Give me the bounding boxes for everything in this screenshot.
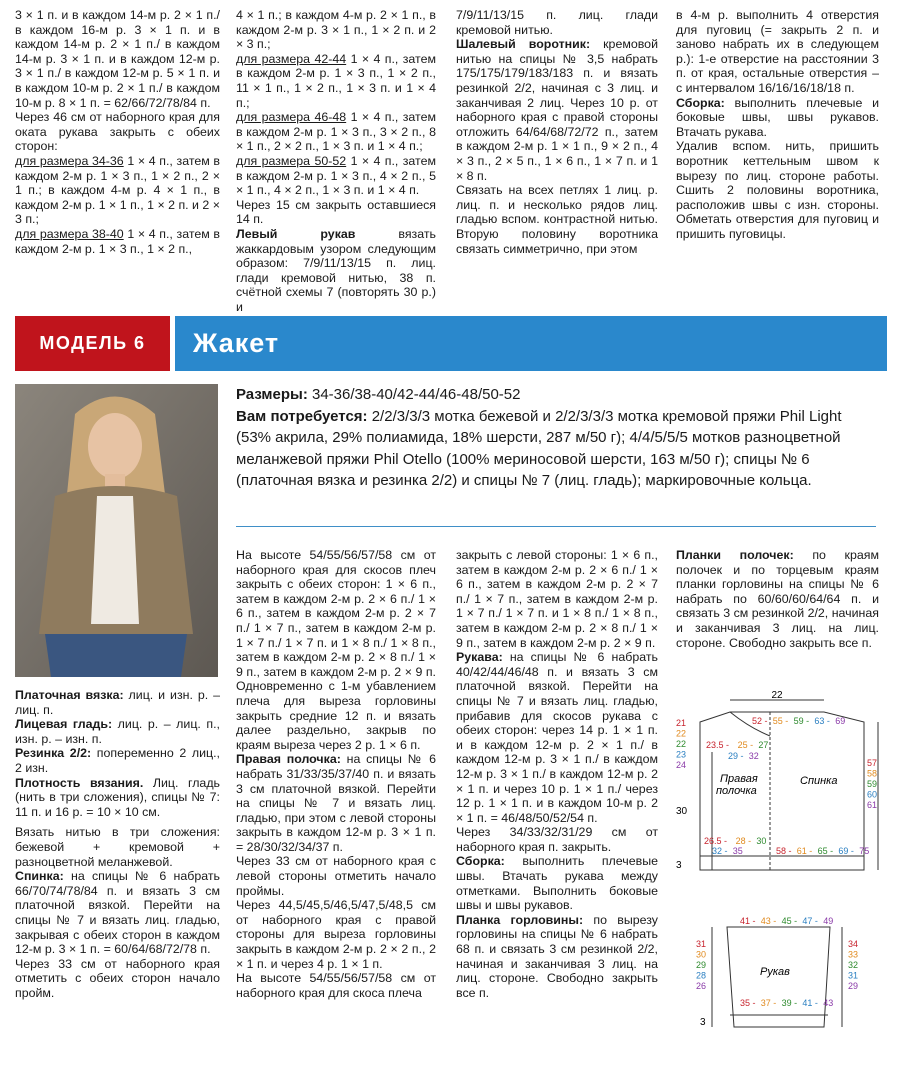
size-label: для размера 42-44 — [236, 51, 347, 66]
paragraph — [15, 154, 220, 227]
section-heading: Планки полочек: — [676, 548, 794, 562]
paragraph: Связать на всех петлях 1 лиц. р. лиц. п. и несколько рядов лиц. гладью вспом. контрастной нитью. Вторую половину воротника связать симметрично, при этом — [456, 183, 658, 256]
size-number: 41 - — [740, 916, 756, 926]
section-heading: Планка горловины: — [456, 912, 584, 927]
size-number: 59 - — [793, 716, 810, 726]
size-number: 25 - — [737, 740, 754, 750]
size-number: 59 — [867, 779, 878, 789]
term-label: Резинка 2/2: — [15, 746, 92, 761]
text: выполнить плечевые и боковые швы, швы рукавов. Втачать рукава. — [676, 95, 879, 139]
size-number: 21 — [676, 718, 687, 728]
paragraph — [236, 384, 876, 406]
size-number: 26.5 - — [704, 836, 728, 846]
size-number: 33 — [848, 949, 859, 960]
paragraph: 7/9/11/13/15 п. лиц. глади кремовой нитью. — [456, 8, 658, 37]
size-number: 45 - — [781, 916, 798, 926]
size-numbers — [676, 716, 877, 856]
size-number: 43 - — [760, 916, 777, 926]
size-number: 29 - — [728, 751, 744, 761]
paragraph — [456, 913, 658, 1001]
size-number: 34 — [848, 939, 859, 949]
paragraph: Через 33 см от наборного края с левой стороны отметить начало проймы. — [236, 854, 436, 898]
size-number: 35 — [732, 846, 743, 856]
dim-label: 30 — [676, 806, 688, 817]
size-number: 30 — [696, 949, 707, 960]
materials-label: Вам потребуется: — [236, 407, 368, 425]
section-heading: Шалевый воротник: — [456, 37, 591, 52]
size-number: 60 — [867, 789, 878, 800]
paragraph — [676, 96, 879, 140]
size-number: 43 — [823, 998, 834, 1008]
text: 1 × 4 п., затем в каждом 2-м р. 1 × 3 п., 4 × 2 п., 5 × 1 п., 4 × 2 п., 1 × 3 п. и 1 × 4 п. — [236, 153, 436, 198]
paragraph — [15, 776, 220, 820]
materials-value: 2/2/3/3/3 мотка бежевой и 2/2/3/3/3 мотка кремовой пряжи Phil Light (53% акрила, 29% полиамида, 18% шерсти, 287 м/50 г); 4/4/5/5/5 мотков разноцветной меланжевой пряжи Phil Otello (100% мериносовой шерсти, 163 м/50 г); спицы № 6 (платочная вязка и резинка 2/2) и спицы № 7 (лиц. гладь); маркировочные кольца. — [236, 407, 842, 489]
text: по вырезу горловины на спицы № 6 набрать 68 п. и связать 3 см резинкой 2/2, начиная и заканчивая 3 лиц. на лиц. стороне. Свободно закрыть все п. — [456, 912, 658, 1000]
paragraph — [236, 52, 436, 110]
text: лиц. р. – лиц. п., изн. р. – изн. п. — [15, 717, 220, 746]
section-heading: Рукава: — [456, 650, 503, 665]
paragraph: Удалив вспом. нить, пришить воротник кеттельным швом к вырезу по лиц. стороне работы. Сшить 2 половины воротника, расположив швы с изн. стороны. Обметать отверстия для пуговиц и пришить пуговицы. — [676, 139, 879, 241]
paragraph: Через 34/33/32/31/29 см от наборного края п. закрыть. — [456, 825, 658, 854]
size-number: 32 — [748, 751, 759, 761]
size-number: 30 — [756, 836, 767, 846]
paragraph — [236, 752, 436, 854]
front-label: полочка — [716, 785, 757, 797]
right-column — [456, 548, 658, 1000]
paragraph — [15, 227, 220, 256]
paragraph — [236, 154, 436, 198]
far-right-column — [676, 548, 879, 650]
text: вязать жаккардовым узором следующим образом: 7/9/11/13/15 п. лиц. глади кремовой нитью, 38 п. счётной схемы 7 (повторять 30 р.) и — [236, 226, 436, 314]
sleeve-schematic — [672, 915, 882, 1045]
paragraph — [456, 37, 658, 183]
size-number: 28 — [696, 970, 707, 981]
size-number: 47 - — [802, 916, 818, 926]
paragraph — [15, 717, 220, 746]
paragraph: Через 15 см закрыть оставшиеся 14 п. — [236, 197, 436, 227]
size-number: 69 - — [838, 846, 854, 856]
size-number: 65 - — [817, 846, 834, 856]
top-col-2 — [236, 8, 436, 314]
dim-label: 3 — [676, 860, 682, 871]
text: на спицы № 6 набрать 31/33/35/37/40 п. и вязать 3 см платочной вязкой. Перейти на спицы № 7 и вязать лиц. гладью, при этом с левой стороны закрыть в каждом 12-м р. 3 × 1 п. = 28/30/32/34/37 п. — [236, 752, 436, 854]
size-number: 28 - — [735, 836, 752, 846]
term-label: Платочная вязка: — [15, 688, 124, 702]
model-photo-illustration — [15, 384, 218, 677]
paragraph: На высоте 54/55/56/57/58 см от наборного края для скоса плеча — [236, 971, 436, 1000]
size-number: 24 — [676, 760, 687, 770]
paragraph: На высоте 54/55/56/57/58 см от наборного края для скосов плеч закрыть с обеих сторон: 1 × 6 п., затем в каждом 2-м р. 2 × 6 п./ 1 × 6 п., затем в каждом 2-м р. 2 × 7 п./ 1 × 7 п., затем в каждом 2-м р. 1 × 7 п./ 1 × 7 п. и 1 × 8 п./ 1 × 8 п., затем в каждом 2-м р. 2 × 8 п./ 1 × 9 п., затем в каждом 2-м р. 2 × 9 п. Одновременно с 1-м убавлением плеча для выреза горловины закрыть средние 12 п. и вязать далее раздельно, закрыв по краям выреза через 2 р. 1 × 6 п. — [236, 548, 436, 752]
text: Лиц. гладь (нить в три сложения), спицы № 7: 11 п. и 16 р. = 10 × 10 см. — [15, 775, 221, 819]
paragraph — [15, 869, 220, 957]
size-number: 69 — [835, 716, 846, 726]
text: 1 × 4 п., затем в каждом 2-м р. 1 × 3 п., 1 × 2 п., 2 × 1 п.; в каждом 4-м р. 4 × 1 п., в каждом 2-м р. 1 × 1 п., 1 × 2 п. и 2 × 3 п.; — [15, 153, 220, 227]
size-number: 35 - — [740, 998, 756, 1008]
paragraph — [236, 110, 436, 154]
size-number: 23 — [676, 749, 687, 760]
text: лиц. и изн. р. – лиц. п. — [15, 688, 220, 717]
text: на спицы № 6 набрать 40/42/44/46/48 п. и вязать 3 см платочной вязкой. Перейти на спицы № 7 и вязать лиц. гладью, прибавив для скосов рукава с обеих сторон: через 14 р. 1 × 1 п. и в каждом 12-м р. 2 × 1 п./ в каждом 12-м р. 3 × 1 п./ в каждом 12-м р. 3 × 1 п./ в каждом 12-м р. 2 × 1 п. и через 10 р. 1 × 1 п./ через 12 р. 1 × 1 п. и в каждом 10-м р. 2 × 1 п. = 46/48/50/52/54 п. — [456, 650, 658, 825]
sleeve-label: Рукав — [760, 966, 790, 978]
size-number: 61 - — [796, 846, 813, 856]
term-label: Плотность вязания. — [15, 775, 144, 790]
size-number: 22 — [676, 739, 687, 749]
size-number: 52 - — [752, 716, 768, 726]
body-schematic — [672, 688, 882, 888]
size-number: 63 - — [814, 716, 830, 726]
paragraph — [456, 854, 658, 912]
text: 1 × 4 п., затем в каждом 2-м р. 1 × 3 п., 1 × 2 п., 11 × 1 п., 1 × 2 п., 1 × 3 п. и 1 × 4 п.; — [236, 51, 436, 110]
size-label: для размера 46-48 — [236, 110, 347, 125]
sizes-label: Размеры: — [236, 386, 308, 403]
size-number: 29 — [696, 960, 707, 970]
size-number: 32 - — [712, 846, 728, 856]
size-number: 27 — [758, 740, 769, 750]
sizes-value: 34-36/38-40/42-44/46-48/50-52 — [307, 386, 521, 403]
middle-column — [236, 548, 436, 1000]
text: на спицы № 6 набрать 66/70/74/78/84 п. и вязать 3 см платочной вязкой. Перейти на спицы № 7 и вязать лиц. гладью, закрывая с обеих сторон в каждом 12-м р. 3 × 1 п. = 60/64/68/72/78 п. — [15, 869, 220, 957]
paragraph: в 4-м р. выполнить 4 отверстия для пуговиц (= закрыть 2 п. и заново набрать их в следующем р.): 1-е отверстие на расстоянии 3 п. от края, остальные отверстия – с интервалом 16/16/16/18/18 п. — [676, 8, 879, 95]
size-number: 61 — [867, 800, 878, 810]
text: кремовой нитью на спицы № 3,5 набрать 175/175/179/183/183 п. и вязать резинкой 2/2, начиная с 3 лиц. и заканчивая 2 лиц. Через 10 р. от наборного края с правой стороны отложить 64/64/68/72/72 п., затем в каждом 2-м р. 1 × 1 п., 9 × 2 п., 4 × 3 п., 2 × 5 п., 1 × 6 п., 1 × 7 п. и 1 × 8 п. — [456, 37, 658, 183]
paragraph: Через 44,5/45,5/46,5/47,5/48,5 см от наборного края с правой стороны для выреза горловины закрыть в каждом 2-м р. 2 × 2 п., 2 × 1 п. и через 4 р. 1 × 1 п. — [236, 898, 436, 971]
size-number: 31 — [848, 970, 859, 981]
size-number: 49 — [823, 916, 834, 926]
text: 1 × 4 п., затем в каждом 2-м р. 1 × 3 п., 1 × 2 п., — [15, 226, 220, 256]
paragraph: закрыть с левой стороны: 1 × 6 п., затем в каждом 2-м р. 2 × 6 п./ 1 × 6 п., затем в каждом 2-м р. 2 × 7 п./ 1 × 7 п., затем в каждом 2-м р. 1 × 7 п./ 1 × 7 п. и 1 × 8 п./ 1 × 8 п., затем в каждом 2-м р. 2 × 8 п./ 1 × 9 п., затем в каждом 2-м р. 2 × 9 п. — [456, 548, 658, 650]
size-numbers — [696, 916, 858, 1008]
size-number: 41 - — [802, 998, 818, 1008]
size-number: 26 — [696, 981, 707, 991]
paragraph: Через 46 см от наборного края для оката рукава закрыть с обеих сторон: — [15, 110, 220, 154]
text: 1 × 4 п., затем в каждом 2-м р. 1 × 3 п., 3 × 2 п., 8 × 1 п., 2 × 2 п., 1 × 3 п. и 1 × 4 п.; — [236, 110, 436, 154]
text: попеременно 2 лиц., 2 изн. — [15, 746, 220, 775]
paragraph — [15, 746, 220, 775]
size-number: 32 — [848, 960, 859, 970]
size-number: 37 - — [760, 998, 777, 1008]
front-label: Правая — [720, 773, 758, 785]
text: выполнить плечевые швы. Втачать рукава между отметками. Выполнить боковые швы и швы рукавов. — [456, 854, 658, 913]
size-number: 29 — [848, 981, 859, 991]
paragraph — [456, 650, 658, 825]
size-label: для размера 38-40 — [15, 226, 124, 241]
size-number: 55 - — [772, 716, 789, 726]
text: по краям полочек и по торцевым краям планки горловины на спицы № 6 набрать по 60/60/60/64/64 п. и связать 3 см резинкой 2/2, начиная и заканчивая 3 лиц. на лиц. стороне. Свободно закрыть все п. — [676, 548, 879, 650]
top-col-3 — [456, 8, 658, 256]
dim-label: 22 — [771, 690, 783, 701]
divider — [236, 526, 876, 527]
paragraph: 3 × 1 п. и в каждом 14-м р. 2 × 1 п./ в каждом 16-м р. 3 × 1 п. и в каждом 14-м р. 2 × 1 п./ в каждом 14-м р. 3 × 1 п. и в каждом 12-м р. 3 × 1 п./ в каждом 12-м р. 5 × 1 п. и в каждом 10-м р. 2 × 1 п./ в каждом 10-м р. 8 × 1 п. = 62/66/72/78/84 п. — [15, 8, 220, 110]
size-label: для размера 34-36 — [15, 153, 124, 168]
paragraph: Через 33 см от наборного края отметить с обеих сторон начало пройм. — [15, 956, 220, 1000]
size-number: 39 - — [781, 998, 798, 1008]
section-heading: Левый рукав — [236, 226, 356, 241]
size-number: 23.5 - — [706, 740, 730, 750]
model-label: МОДЕЛЬ 6 — [15, 316, 170, 371]
section-heading: Сборка: — [676, 95, 725, 110]
materials-block — [236, 384, 876, 492]
size-label: для размера 50-52 — [236, 153, 347, 168]
model-photo — [15, 384, 218, 677]
size-number: 58 - — [776, 846, 792, 856]
back-label: Спинка — [800, 775, 838, 787]
paragraph — [236, 227, 436, 315]
top-col-4 — [676, 8, 879, 242]
section-heading: Сборка: — [456, 854, 505, 869]
paragraph — [236, 406, 876, 492]
dim-label: 3 — [700, 1017, 706, 1028]
size-number: 58 — [867, 768, 878, 779]
section-heading: Спинка: — [15, 869, 64, 884]
top-col-1 — [15, 8, 220, 256]
left-column — [15, 688, 220, 1000]
term-label: Лицевая гладь: — [15, 717, 113, 732]
size-number: 31 — [696, 939, 707, 949]
size-number: 75 — [859, 846, 870, 856]
paragraph: Вязать нитью в три сложения: бежевой + кремовой + разноцветной меланжевой. — [15, 825, 220, 869]
article-title: Жакет — [175, 316, 887, 371]
paragraph: 4 × 1 п.; в каждом 4-м р. 2 × 1 п., в каждом 2-м р. 3 × 1 п., 1 × 2 п. и 2 × 3 п.; — [236, 8, 436, 52]
size-number: 57 — [867, 758, 878, 768]
paragraph — [15, 688, 220, 717]
size-number: 22 — [676, 728, 687, 739]
section-heading: Правая полочка: — [236, 752, 341, 767]
paragraph — [676, 548, 879, 650]
